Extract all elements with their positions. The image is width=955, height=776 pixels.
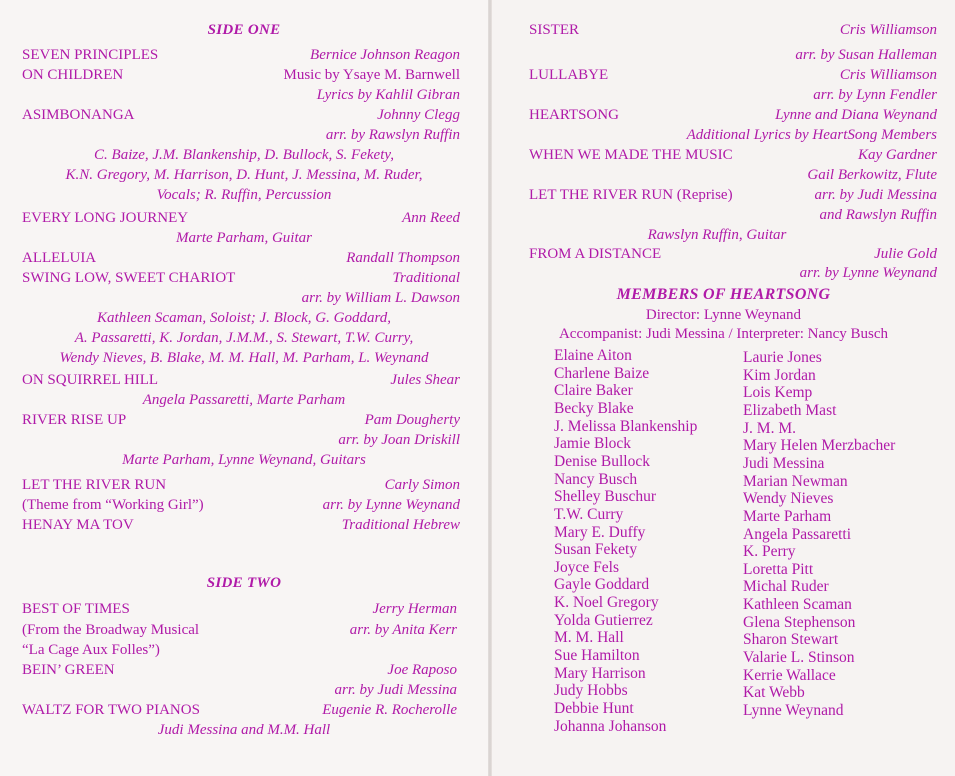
right-panel (492, 0, 955, 776)
performer-credit: Judi Messina and M.M. Hall (157, 722, 331, 738)
performer-credit: Vocals; R. Ruffin, Percussion (156, 187, 332, 203)
track-title: WHEN WE MADE THE MUSIC (529, 147, 733, 163)
member-name: Sharon Stewart (743, 631, 839, 649)
track-credit: arr. by Joan Driskill (338, 432, 460, 448)
member-name: T.W. Curry (554, 505, 624, 523)
member-name: Glena Stephenson (743, 613, 856, 631)
member-name: Kerrie Wallace (743, 666, 836, 684)
track-credit: Julie Gold (874, 246, 937, 262)
track-credit: Bernice Johnson Reagon (310, 47, 460, 63)
track-credit: Gail Berkowitz, Flute (807, 167, 937, 183)
performer-credit: Wendy Nieves, B. Blake, M. M. Hall, M. Parham, L. Weynand (59, 350, 429, 366)
track-title: SISTER (529, 22, 580, 38)
track-title: SEVEN PRINCIPLES (22, 47, 159, 63)
track-credit: Kay Gardner (857, 147, 937, 163)
track-credit: Ann Reed (402, 210, 460, 226)
track-title: FROM A DISTANCE (529, 246, 662, 262)
track-title: BEIN’ GREEN (22, 662, 115, 678)
track-credit: Lynne and Diana Weynand (775, 107, 937, 123)
member-name: Marte Parham (743, 507, 832, 525)
member-name: Johanna Johanson (554, 717, 667, 735)
track-credit: Randall Thompson (346, 250, 460, 266)
side-one-heading: SIDE ONE (207, 22, 281, 38)
member-name: Yolda Gutierrez (554, 611, 653, 629)
performer-credit: Rawslyn Ruffin, Guitar (647, 227, 787, 243)
member-name: Debbie Hunt (554, 700, 634, 717)
track-credit: arr. by William L. Dawson (301, 290, 460, 306)
track-credit: Johnny Clegg (377, 107, 460, 123)
member-name: Jamie Block (554, 435, 632, 453)
member-name: K. Noel Gregory (554, 594, 659, 612)
member-name: Mary Harrison (554, 664, 646, 682)
member-name: Marian Newman (743, 472, 848, 490)
track-credit: arr. by Lynne Weynand (322, 497, 460, 513)
performer-credit: Marte Parham, Lynne Weynand, Guitars (122, 452, 366, 468)
track-credit: Eugenie R. Rocherolle (322, 702, 457, 718)
performer-credit: K.N. Gregory, M. Harrison, D. Hunt, J. Messina, M. Ruder, (65, 167, 423, 183)
track-credit: Joe Raposo (387, 662, 457, 678)
track-credit: arr. by Lynne Weynand (799, 265, 937, 281)
member-name: Kim Jordan (743, 366, 816, 384)
member-name: Shelley Buschur (554, 488, 657, 506)
track-credit: arr. by Judi Messina (814, 187, 937, 203)
track-title: (Theme from “Working Girl”) (22, 497, 204, 513)
member-name: Kat Webb (743, 684, 805, 702)
member-name: Susan Fekety (554, 541, 638, 559)
track-title: LULLABYE (529, 67, 609, 83)
member-name: Mary Helen Merzbacher (743, 437, 896, 455)
track-title: ON CHILDREN (22, 67, 124, 83)
member-name: Sue Hamilton (554, 647, 640, 665)
members-heading: MEMBERS OF HEARTSONG (616, 286, 831, 303)
track-credit: Pam Dougherty (364, 412, 460, 428)
performer-credit: Marte Parham, Guitar (176, 230, 312, 246)
track-title: WALTZ FOR TWO PIANOS (22, 702, 200, 718)
performer-credit: Angela Passaretti, Marte Parham (142, 392, 346, 408)
track-title: ALLELUIA (22, 250, 97, 266)
track-title: ON SQUIRREL HILL (22, 372, 159, 388)
track-credit: Cris Williamson (839, 67, 937, 83)
member-name: Angela Passaretti (743, 525, 852, 543)
track-credit: arr. by Lynn Fendler (813, 87, 937, 103)
track-credit: Music by Ysaye M. Barnwell (283, 67, 460, 83)
member-name: Laurie Jones (743, 349, 822, 366)
member-name: Claire Baker (554, 382, 633, 400)
member-name: Judi Messina (743, 454, 825, 472)
track-title: SWING LOW, SWEET CHARIOT (22, 270, 236, 286)
track-credit: arr. by Susan Halleman (795, 47, 937, 63)
member-name: K. Perry (743, 543, 796, 561)
member-name: Kathleen Scaman (743, 596, 852, 614)
track-title: ASIMBONANGA (22, 107, 135, 123)
member-name: Gayle Goddard (554, 576, 650, 594)
member-name: Mary E. Duffy (554, 523, 646, 541)
track-title: “La Cage Aux Folles”) (22, 642, 160, 658)
track-title: HENAY MA TOV (22, 517, 134, 533)
accompanist-line: Accompanist: Judi Messina / Interpreter: Nancy Busch (558, 326, 889, 342)
track-credit: Traditional Hebrew (341, 517, 460, 533)
member-name: Becky Blake (554, 399, 634, 417)
member-name: Elizabeth Mast (743, 401, 837, 419)
track-credit: Jules Shear (390, 372, 460, 388)
track-title: (From the Broadway Musical (22, 622, 200, 638)
track-credit: Jerry Herman (372, 601, 457, 617)
member-name: Denise Bullock (554, 452, 650, 470)
track-title: BEST OF TIMES (22, 601, 130, 617)
member-name: Elaine Aiton (554, 347, 632, 364)
performer-credit: Kathleen Scaman, Soloist; J. Block, G. Goddard, (97, 310, 391, 326)
track-credit: arr. by Rawslyn Ruffin (325, 127, 460, 143)
track-title: RIVER RISE UP (22, 412, 127, 428)
track-credit: Additional Lyrics by HeartSong Members (686, 127, 937, 143)
member-name: Joyce Fels (554, 558, 620, 576)
member-name: M. M. Hall (554, 629, 624, 647)
member-name: Wendy Nieves (743, 490, 834, 508)
member-name: Charlene Baize (554, 364, 650, 382)
performer-credit: A. Passaretti, K. Jordan, J.M.M., S. Stewart, T.W. Curry, (74, 330, 414, 346)
track-credit: Traditional (392, 270, 460, 286)
track-title: LET THE RIVER RUN (Reprise) (529, 187, 733, 203)
member-name: Loretta Pitt (743, 560, 814, 578)
director-line: Director: Lynne Weynand (645, 307, 802, 323)
member-name: Judy Hobbs (554, 682, 628, 700)
performer-credit: C. Baize, J.M. Blankenship, D. Bullock, S. Fekety, (94, 147, 394, 163)
track-credit: Carly Simon (384, 477, 460, 493)
track-title: HEARTSONG (529, 107, 619, 123)
member-name: J. M. M. (743, 419, 796, 437)
member-name: Valarie L. Stinson (743, 649, 855, 667)
track-credit: arr. by Judi Messina (334, 682, 457, 698)
track-title: LET THE RIVER RUN (22, 477, 167, 493)
member-name: Lynne Weynand (743, 702, 844, 719)
track-credit: arr. by Anita Kerr (349, 622, 457, 638)
member-name: Nancy Busch (554, 470, 638, 488)
member-name: Lois Kemp (743, 384, 813, 402)
track-credit: and Rawslyn Ruffin (819, 207, 937, 223)
member-name: Michal Ruder (743, 578, 829, 596)
track-title: EVERY LONG JOURNEY (22, 210, 189, 226)
track-credit: Lyrics by Kahlil Gibran (316, 87, 460, 103)
side-two-heading: SIDE TWO (206, 575, 282, 591)
member-name: J. Melissa Blankenship (554, 417, 698, 435)
track-credit: Cris Williamson (839, 22, 937, 38)
